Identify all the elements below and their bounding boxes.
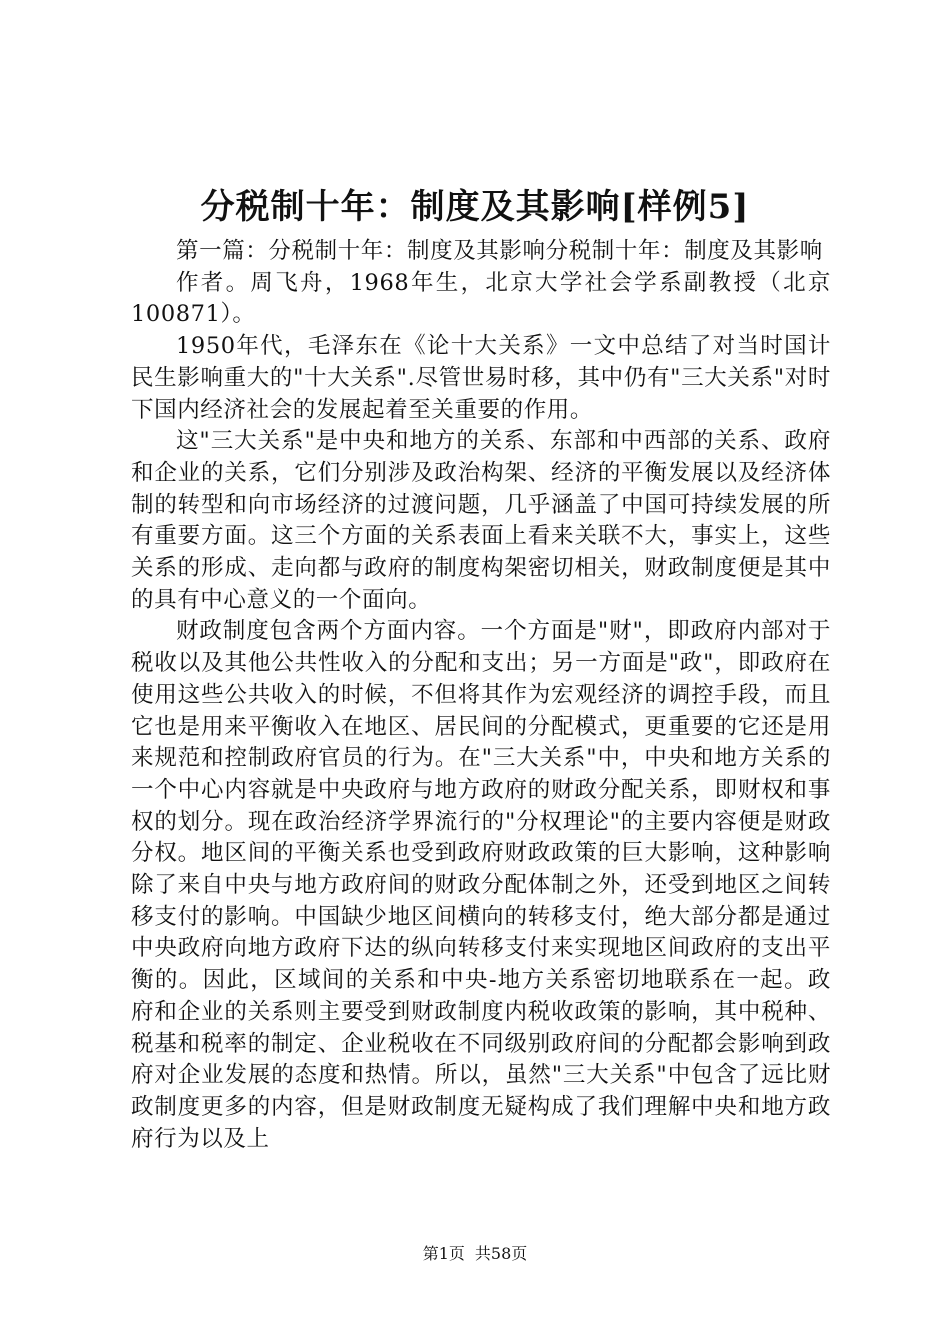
paragraph: 作者。周飞舟，1968年生，北京大学社会学系副教授（北京100871）。 (131, 269, 831, 328)
paragraph: 这"三大关系"是中央和地方的关系、东部和中西部的关系、政府和企业的关系，它们分别涉及政治构架、经济的平衡发展以及经济体制的转型和向市场经济的过渡问题，几乎涵盖了中国可持续发展的所有重要方面。这三个方面的关系表面上看来关联不大，事实上，这些关系的形成、走向都与政府的制度构架密切相关，财政制度便是其中的具有中心意义的一个面向。 (131, 428, 831, 613)
document-body (131, 236, 831, 1155)
paragraph: 1950年代，毛泽东在《论十大关系》一文中总结了对当时国计民生影响重大的"十大关系".尽管世易时移，其中仍有"三大关系"对时下国内经济社会的发展起着至关重要的作用。 (131, 333, 831, 423)
page-total: 共58页 (474, 1244, 528, 1263)
page-footer (0, 1242, 950, 1266)
document-title: 分税制十年：制度及其影响[样例5] (200, 187, 750, 227)
paragraph: 第一篇：分税制十年：制度及其影响分税制十年：制度及其影响 (176, 238, 823, 264)
page-number: 第1页 (422, 1244, 465, 1263)
paragraph: 财政制度包含两个方面内容。一个方面是"财"，即政府内部对于税收以及其他公共性收入的分配和支出；另一方面是"政"，即政府在使用这些公共收入的时候，不但将其作为宏观经济的调控手段，而且它也是用来平衡收入在地区、居民间的分配模式，更重要的它还是用来规范和控制政府官员的行为。在"三大关系"中，中央和地方关系的一个中心内容就是中央政府与地方政府的财政分配关系，即财权和事权的划分。现在政治经济学界流行的"分权理论"的主要内容便是财政分权。地区间的平衡关系也受到政府财政政策的巨大影响，这种影响除了来自中央与地方政府间的财政分配体制之外，还受到地区之间转移支付的影响。中国缺少地区间横向的转移支付，绝大部分都是通过中央政府向地方政府下达的纵向转移支付来实现地区间政府的支出平衡的。因此，区域间的关系和中央-地方关系密切地联系在一起。政府和企业的关系则主要受到财政制度内税收政策的影响，其中税种、税基和税率的制定、企业税收在不同级别政府间的分配都会影响到政府对企业发展的态度和热情。所以，虽然"三大关系"中包含了远比财政制度更多的内容，但是财政制度无疑构成了我们理解中央和地方政府行为以及上 (131, 618, 831, 1152)
